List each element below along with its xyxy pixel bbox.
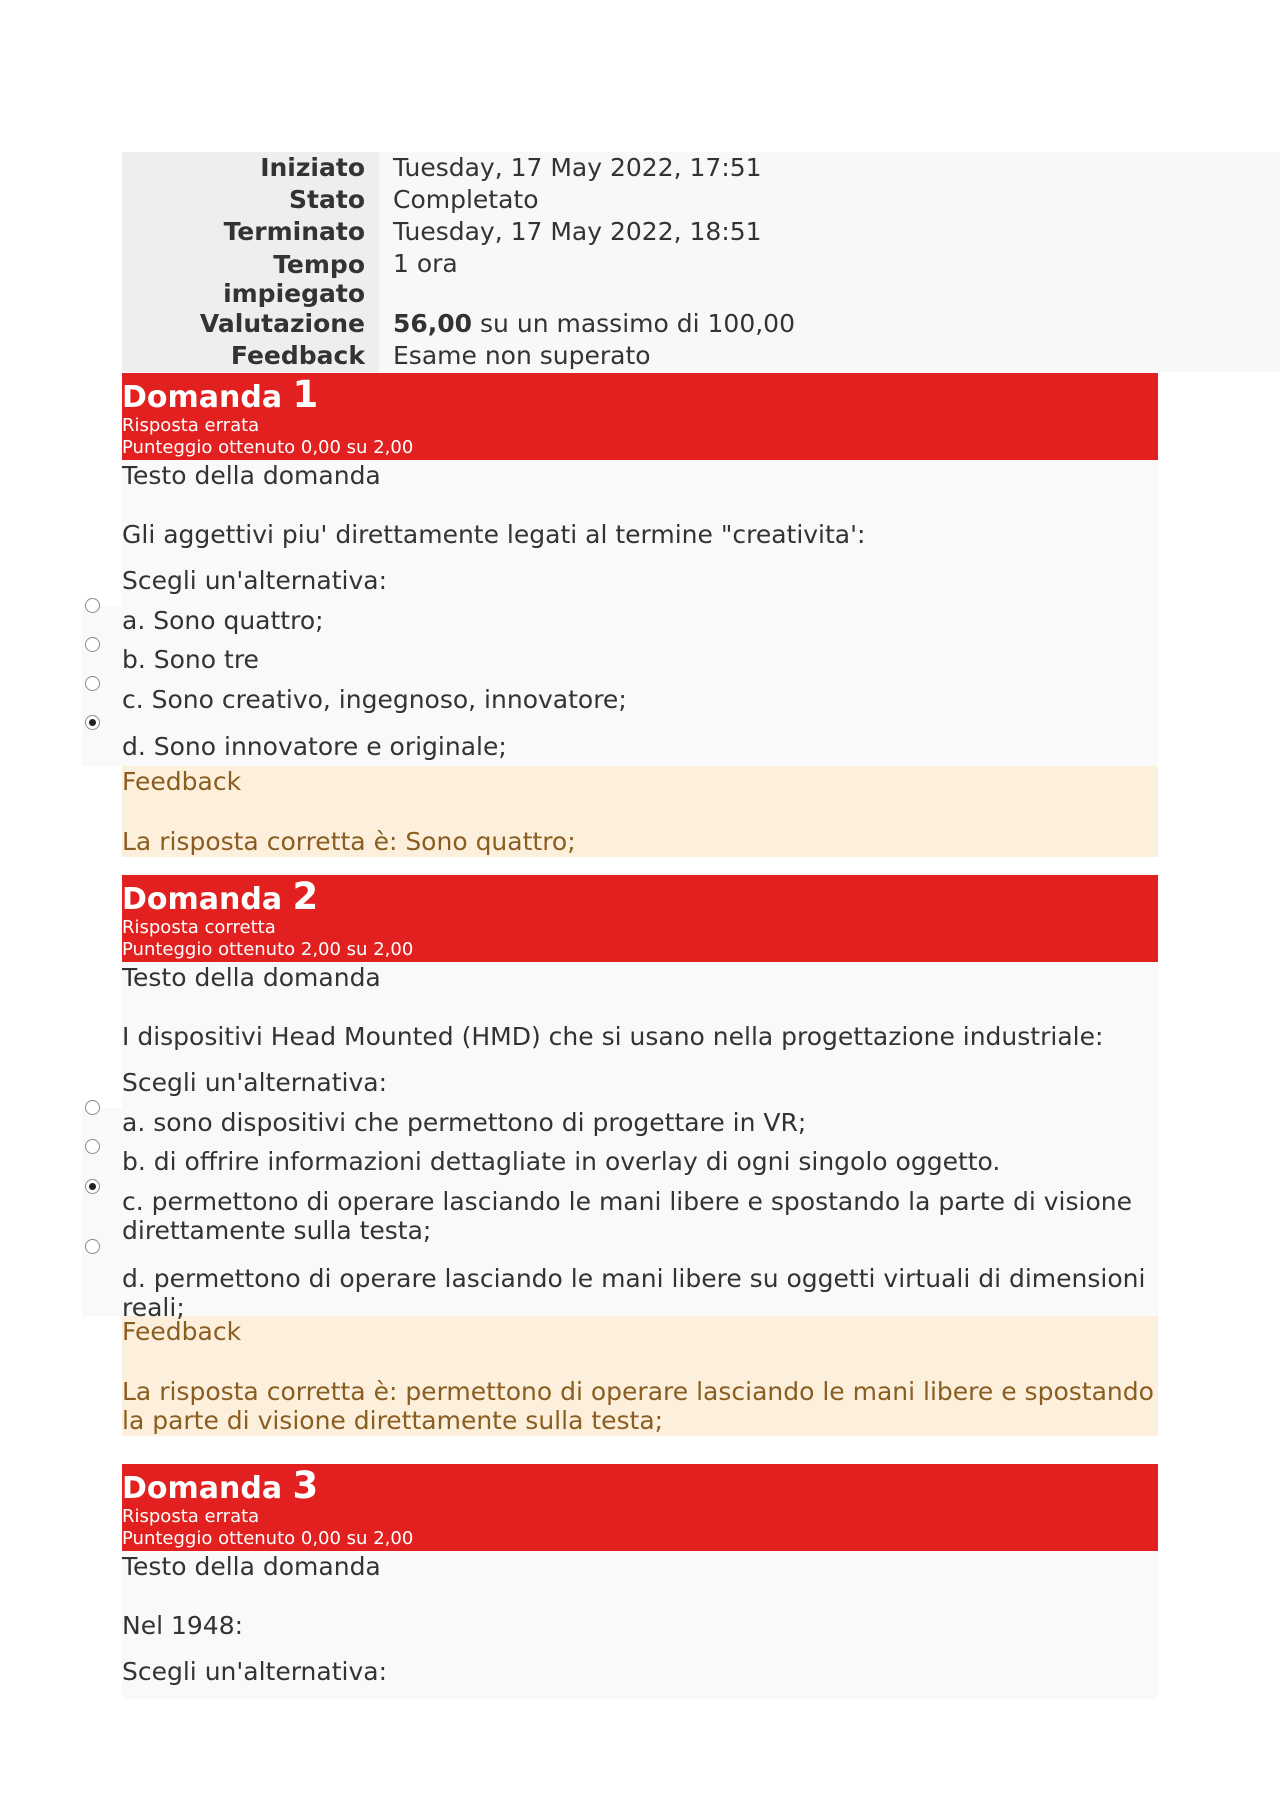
answer-prompt: Scegli un'alternativa:: [122, 1657, 388, 1686]
answer-text: d. permettono di operare lasciando le mani libere su oggetti virtuali di dimensioni reali;: [122, 1264, 1146, 1322]
feedback-box: [122, 766, 1158, 857]
question-text: Nel 1948:: [122, 1611, 244, 1640]
feedback-label: Feedback: [122, 1317, 242, 1346]
question-content: [122, 962, 1158, 1322]
question-title-text: Domanda: [122, 882, 283, 917]
question-state: Risposta errata: [122, 1506, 260, 1527]
answer-option[interactable]: [122, 606, 1158, 645]
answer-option[interactable]: [122, 1264, 1158, 1322]
answer-option[interactable]: [122, 732, 1158, 766]
radio-button[interactable]: [85, 1139, 100, 1154]
summary-row-grade: [122, 308, 1280, 340]
summary-value: Completato: [379, 184, 1280, 216]
question-grade: Punteggio ottenuto 0,00 su 2,00: [122, 437, 414, 458]
answer-prompt: Scegli un'alternativa:: [122, 566, 388, 595]
radio-button[interactable]: [85, 1100, 100, 1115]
grade-max: su un massimo di 100,00: [480, 309, 795, 338]
radio-button[interactable]: [85, 676, 100, 691]
question-header: [122, 875, 1158, 962]
summary-row-feedback: [122, 340, 1280, 372]
question-header: [122, 373, 1158, 460]
question-grade: Punteggio ottenuto 2,00 su 2,00: [122, 939, 414, 960]
question-text: I dispositivi Head Mounted (HMD) che si usano nella progettazione industriale:: [122, 1022, 1104, 1051]
question-3: [122, 1464, 1158, 1699]
question-label: Testo della domanda: [122, 1552, 381, 1581]
summary-value: Tuesday, 17 May 2022, 18:51: [379, 216, 1280, 248]
summary-label-line: impiegato: [223, 279, 365, 308]
question-text: Gli aggettivi piu' direttamente legati al termine "creativita':: [122, 520, 866, 549]
question-label: Testo della domanda: [122, 963, 381, 992]
feedback-text: La risposta corretta è: Sono quattro;: [122, 827, 576, 856]
question-title: [122, 877, 1158, 917]
feedback-box: [122, 1316, 1158, 1436]
question-title-text: Domanda: [122, 1471, 283, 1506]
feedback-text: La risposta corretta è: permettono di operare lasciando le mani libere e spostando la parte di visione direttamente sulla testa;: [122, 1377, 1154, 1435]
answer-text: d. Sono innovatore e originale;: [122, 732, 507, 761]
answer-list: [122, 1108, 1158, 1322]
question-number: 2: [292, 875, 319, 918]
question-title: [122, 375, 1158, 415]
answer-text: a. Sono quattro;: [122, 606, 324, 635]
question-1: [122, 373, 1158, 857]
question-number: 3: [292, 1464, 319, 1507]
question-title-text: Domanda: [122, 380, 283, 415]
answer-text: c. permettono di operare lasciando le mani libere e spostando la parte di visione direttamente sulla testa;: [122, 1187, 1132, 1245]
question-state: Risposta corretta: [122, 917, 276, 938]
answer-option[interactable]: [122, 1147, 1158, 1187]
answer-text: b. Sono tre: [122, 645, 259, 674]
question-content: [122, 460, 1158, 766]
summary-row-finished: [122, 216, 1280, 248]
question-grade: Punteggio ottenuto 0,00 su 2,00: [122, 1528, 414, 1549]
summary-row-started: [122, 152, 1280, 184]
summary-value: Tuesday, 17 May 2022, 17:51: [379, 152, 1280, 184]
summary-label-line: Tempo: [273, 250, 365, 279]
summary-label: Iniziato: [122, 152, 379, 184]
answer-text: b. di offrire informazioni dettagliate in overlay di ogni singolo oggetto.: [122, 1147, 1001, 1176]
question-2: [122, 875, 1158, 1436]
answer-option[interactable]: [122, 1108, 1158, 1147]
summary-label: [122, 248, 379, 308]
answer-text: a. sono dispositivi che permettono di progettare in VR;: [122, 1108, 807, 1137]
summary-label: Stato: [122, 184, 379, 216]
radio-button[interactable]: [85, 598, 100, 613]
answer-text: c. Sono creativo, ingegnoso, innovatore;: [122, 685, 627, 714]
answer-list: [122, 606, 1158, 766]
summary-label: Terminato: [122, 216, 379, 248]
question-content: [122, 1551, 1158, 1699]
summary-value: [379, 308, 1280, 340]
question-title: [122, 1466, 1158, 1506]
answer-prompt: Scegli un'alternativa:: [122, 1068, 388, 1097]
question-state: Risposta errata: [122, 415, 260, 436]
grade-score: 56,00: [393, 309, 473, 338]
answer-option[interactable]: [122, 685, 1158, 732]
question-number: 1: [292, 373, 319, 416]
summary-row-state: [122, 184, 1280, 216]
summary-value: 1 ora: [379, 248, 1280, 308]
question-label: Testo della domanda: [122, 461, 381, 490]
radio-button-selected[interactable]: [85, 1179, 100, 1194]
summary-row-time: [122, 248, 1280, 308]
question-header: [122, 1464, 1158, 1551]
answer-option[interactable]: [122, 1187, 1158, 1264]
attempt-summary: [122, 152, 1280, 372]
radio-button-selected[interactable]: [85, 715, 100, 730]
feedback-label: Feedback: [122, 767, 242, 796]
radio-button[interactable]: [85, 637, 100, 652]
summary-label: Feedback: [122, 340, 379, 372]
summary-value: Esame non superato: [379, 340, 1280, 372]
answer-option[interactable]: [122, 645, 1158, 685]
radio-button[interactable]: [85, 1239, 100, 1254]
summary-label: Valutazione: [122, 308, 379, 340]
